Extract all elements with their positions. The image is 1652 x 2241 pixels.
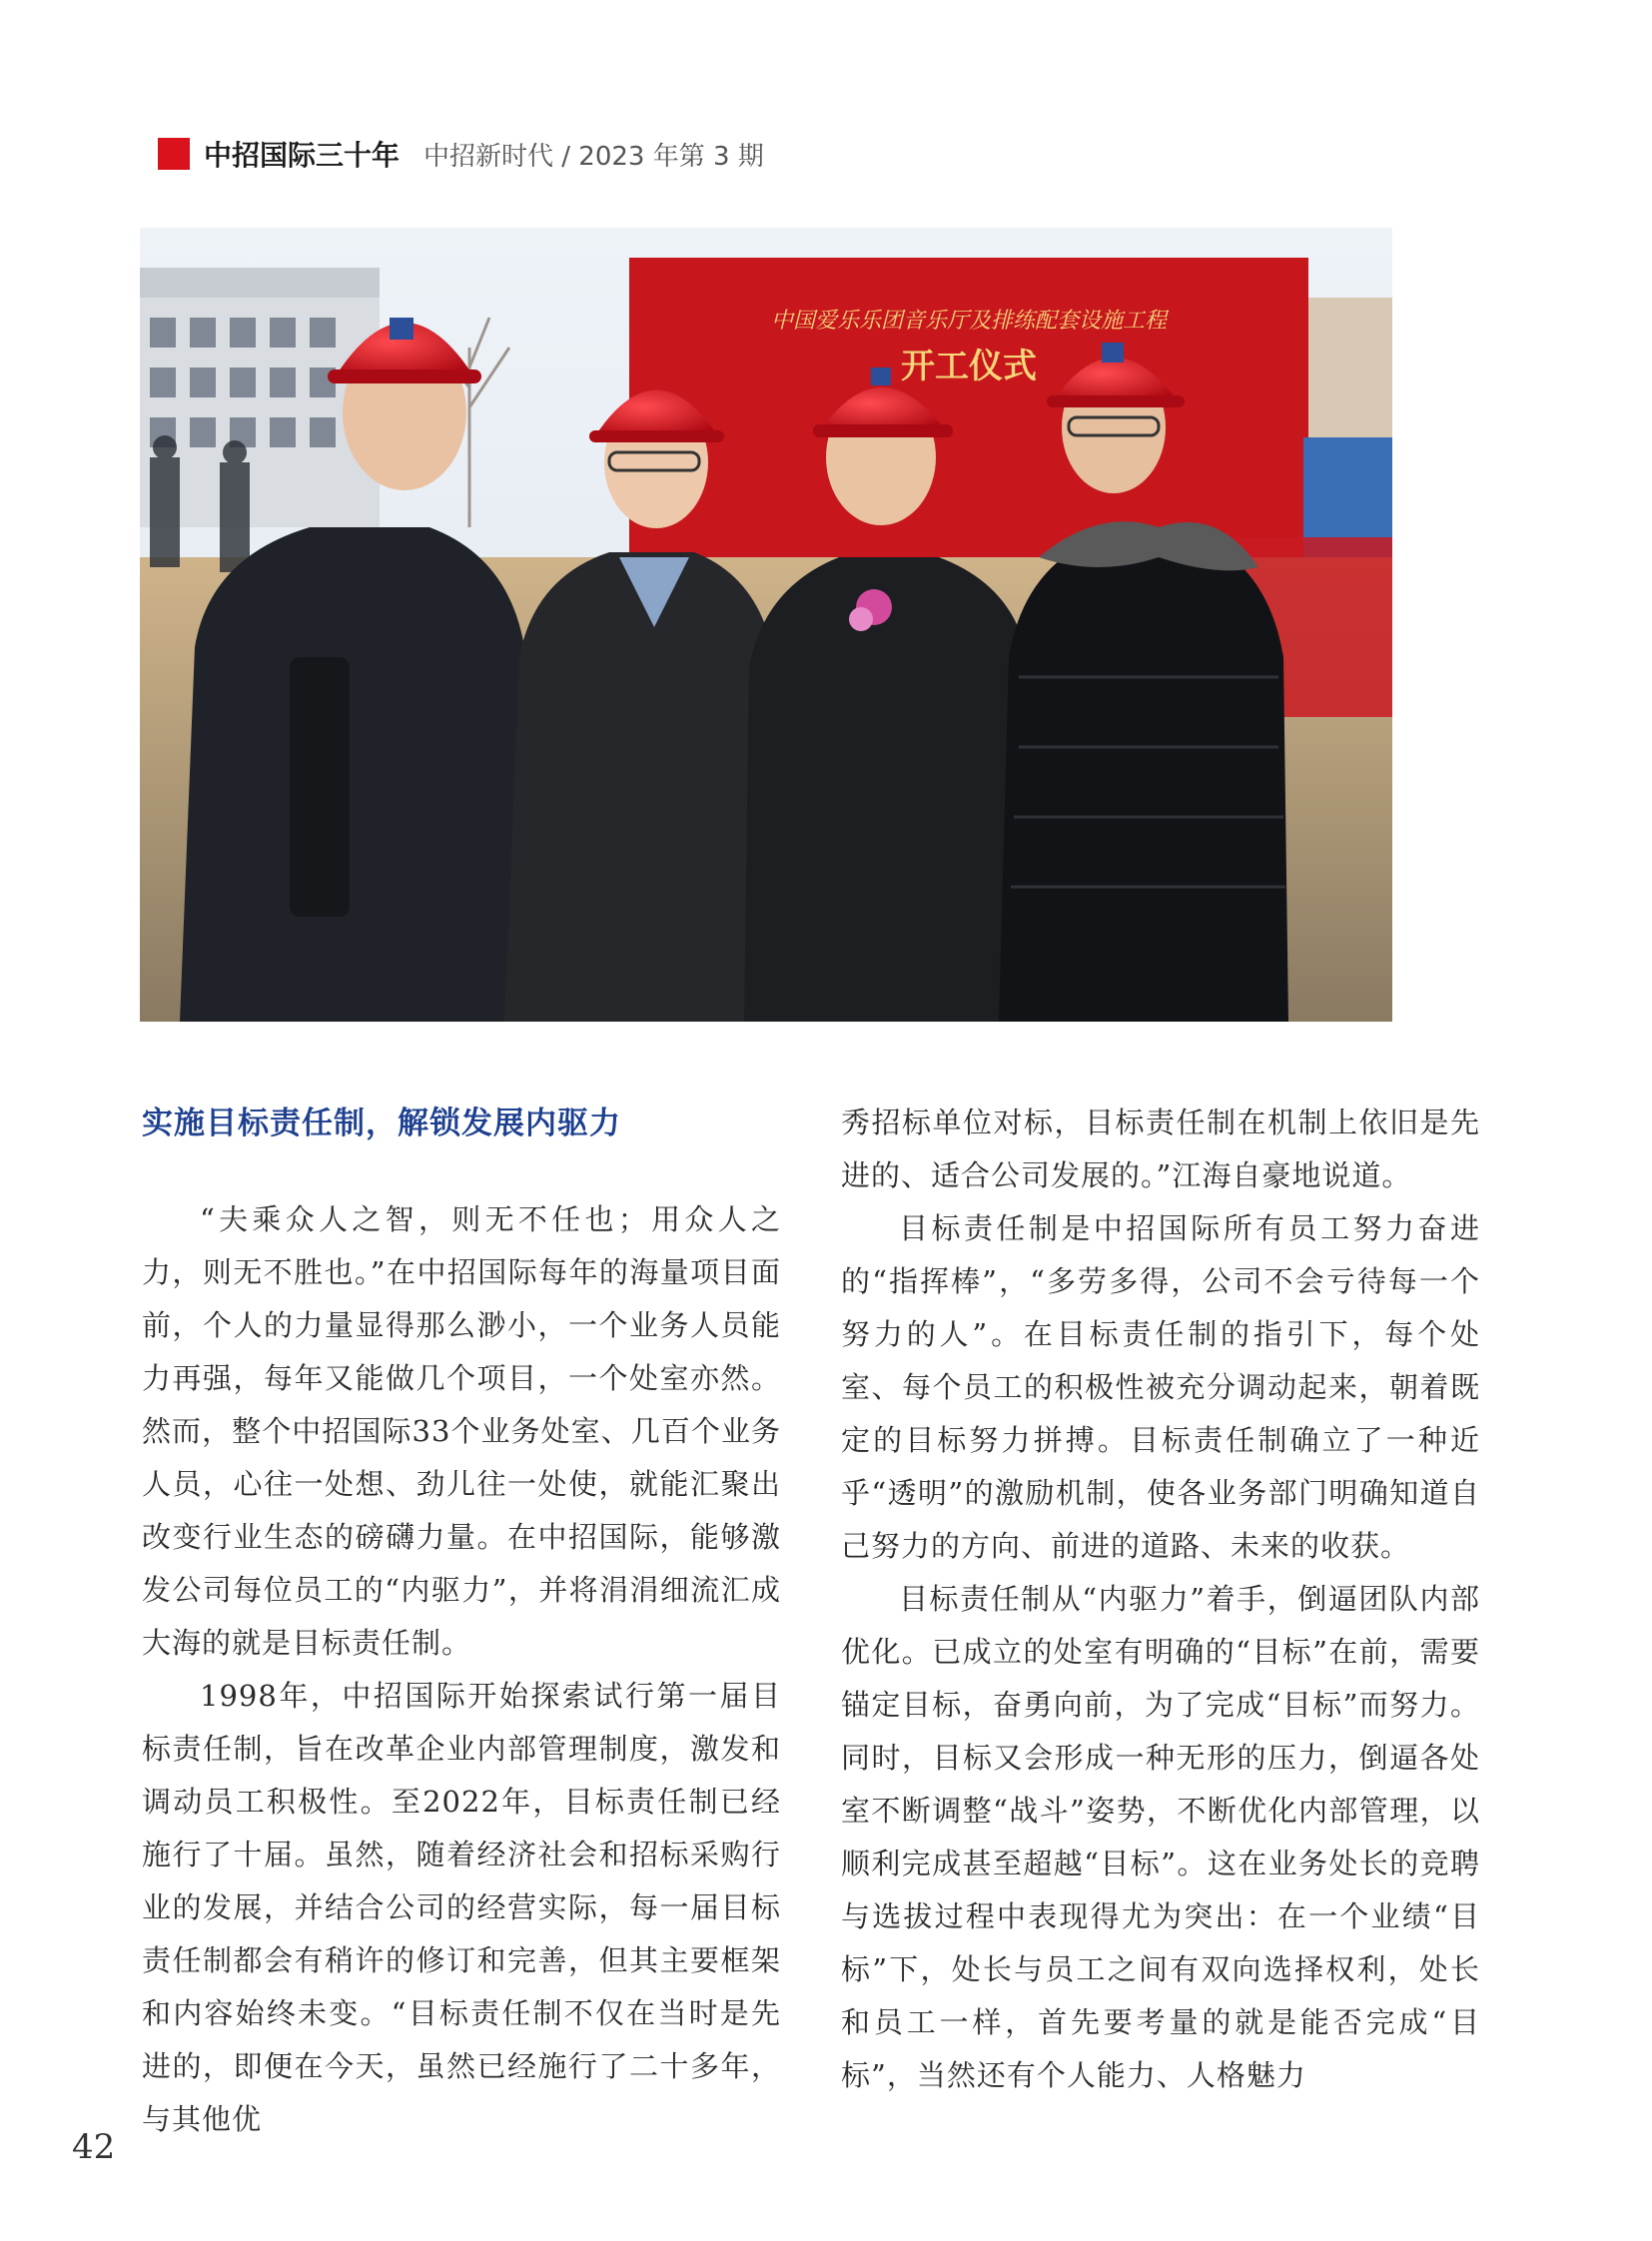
section-marker [158,138,190,170]
ceremony-photo [140,228,1392,1022]
paragraph: 秀招标单位对标，目标责任制在机制上依旧是先进的、适合公司发展的。”江海自豪地说道。 [841,1106,1480,1192]
article-column-left [142,1094,781,2146]
paragraph: 目标责任制是中招国际所有员工努力奋进的“指挥棒”，“多劳多得，公司不会亏待每一个努力的人”。在目标责任制的指引下，每个处室、每个员工的积极性被充分调动起来，朝着既定的目标努力拼搏。目标责任制确立了一种近乎“透明”的激励机制，使各业务部门明确知道自己努力的方向、前进的道路、未来的收获。 [841,1211,1480,1563]
banner-title: 中国爱乐乐团音乐厅及排练配套设施工程 [770,309,1168,334]
paragraph: 目标责任制从“内驱力”着手，倒逼团队内部优化。已成立的处室有明确的“目标”在前，需要锚定目标，奋勇向前，为了完成“目标”而努力。同时，目标又会形成一种无形的压力，倒逼各处室不断调整“战斗”姿势，不断优化内部管理，以顺利完成甚至超越“目标”。这在业务处长的竞聘与选拔过程中表现得尤为突出：在一个业绩“目标”下，处长与员工之间有双向选择权利，处长和员工一样，首先要考量的就是能否完成“目标”，当然还有个人能力、人格魅力 [841,1582,1480,2092]
section-heading: 实施目标责任制，解锁发展内驱力 [142,1106,621,1141]
section-title: 中招国际三十年 [204,139,401,172]
paragraph: “夫乘众人之智，则无不任也；用众人之力，则无不胜也。”在中招国际每年的海量项目面前，个人的力量显得那么渺小，一个业务人员能力再强，每年又能做几个项目，一个处室亦然。然而，整个中招国际33个业务处室、几百个业务人员，心往一处想、劲儿往一处使，就能汇聚出改变行业生态的磅礴力量。在中招国际，能够激发公司每位员工的“内驱力”，并将涓涓细流汇成大海的就是目标责任制。 [142,1202,781,1660]
issue-label: 中招新时代 / 2023 年第 3 期 [423,141,764,172]
article-column-right [841,1097,1480,2102]
page-header [158,134,764,174]
banner-subtitle: 开工仪式 [901,347,1037,386]
paragraph: 1998年，中招国际开始探索试行第一届目标责任制，旨在改革企业内部管理制度，激发和调动员工积极性。至2022年，目标责任制已经施行了十届。虽然，随着经济社会和招标采购行业的发展，并结合公司的经营实际，每一届目标责任制都会有稍许的修订和完善，但其主要框架和内容始终未变。“目标责任制不仅在当时是先进的，即便在今天，虽然已经施行了二十多年，与其他优 [142,1679,781,2136]
page-number: 42 [72,2127,116,2167]
